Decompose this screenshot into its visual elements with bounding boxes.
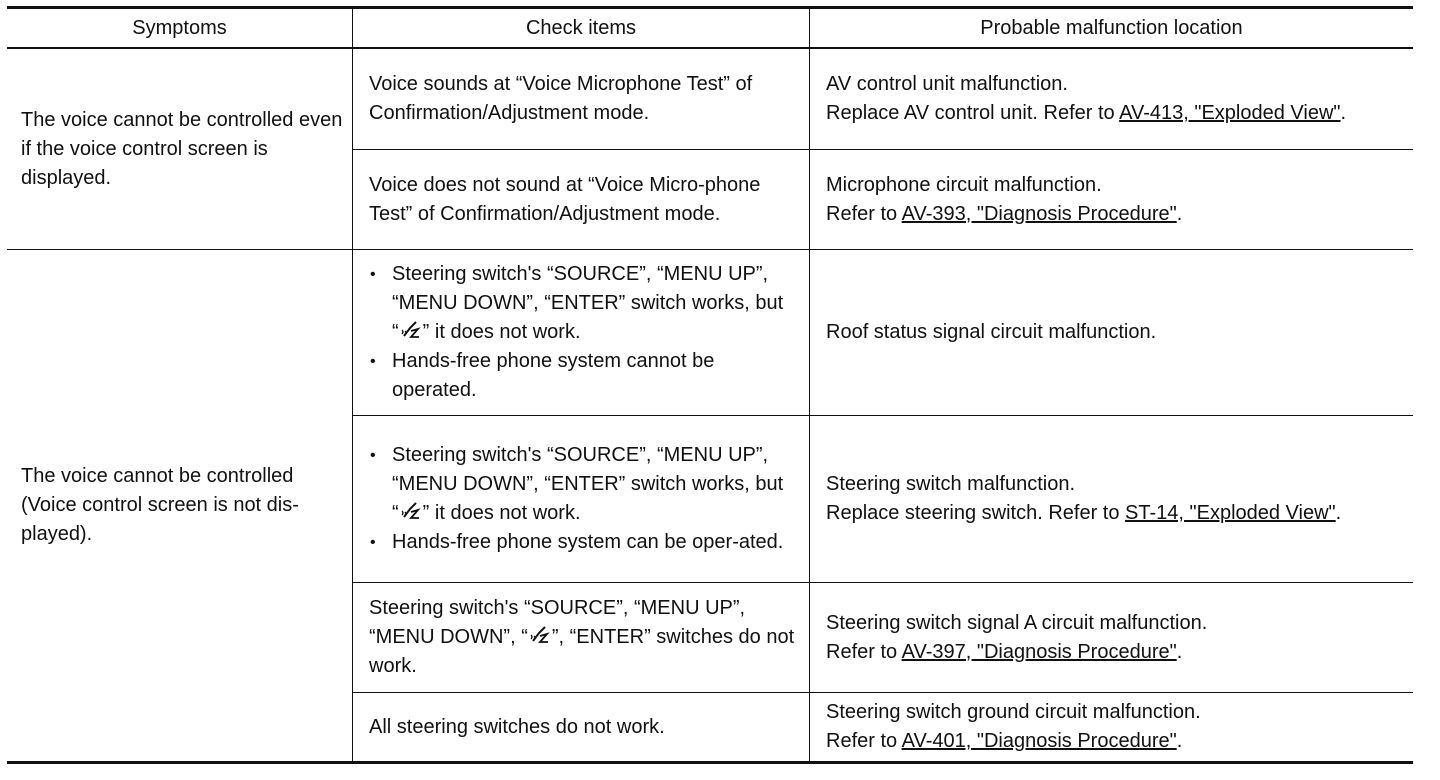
check-item-cell [353, 416, 809, 582]
voice-command-icon [399, 499, 423, 523]
check-item-cell: All steering switches do not work. [369, 715, 665, 738]
diagnosis-table [7, 6, 1413, 764]
symptom-cell: The voice cannot be controlled even if the voice control screen is displayed. [21, 108, 343, 189]
list-item: • Hands-free phone system cannot be operated. [369, 347, 795, 405]
check-item-cell [353, 250, 809, 415]
location-cell: Steering switch malfunction. Replace steering switch. Refer to ST-14, "Exploded View". [826, 473, 1342, 524]
header-malfunction-location: Probable malfunction location [980, 16, 1243, 39]
bullet-list [369, 441, 795, 557]
bullet-list [369, 260, 795, 405]
list-item: • Steering switch's “SOURCE”, “MENU UP”, “MENU DOWN”, “ENTER” switch works, but “ ” it does not work. [369, 260, 795, 347]
header-symptoms: Symptoms [132, 16, 227, 39]
location-cell: Steering switch ground circuit malfunction. Refer to AV-401, "Diagnosis Procedure". [826, 701, 1201, 752]
voice-command-icon [399, 318, 423, 342]
location-cell: Steering switch signal A circuit malfunction. Refer to AV-397, "Diagnosis Procedure". [826, 611, 1208, 663]
voice-command-icon [528, 623, 552, 647]
check-item-cell: Voice does not sound at “Voice Micro-phone Test” of Confirmation/Adjustment mode. [369, 173, 761, 225]
reference-link[interactable]: AV-393, "Diagnosis Procedure" [901, 202, 1177, 225]
symptom-cell: The voice cannot be controlled (Voice control screen is not dis-played). [21, 465, 299, 545]
reference-link[interactable]: ST-14, "Exploded View" [1125, 502, 1336, 524]
list-item: • Steering switch's “SOURCE”, “MENU UP”, “MENU DOWN”, “ENTER” switch works, but “ ” it does not work. [369, 441, 795, 528]
table-bottom-border [7, 761, 1413, 764]
check-item-cell: Voice sounds at “Voice Microphone Test” of Confirmation/Adjustment mode. [369, 73, 753, 124]
list-item: • Hands-free phone system can be oper-ated. [369, 528, 795, 557]
check-item-cell: Steering switch's “SOURCE”, “MENU UP”, “MENU DOWN”, “ ”, “ENTER” switches do not work. [369, 597, 795, 677]
location-cell: Roof status signal circuit malfunction. [826, 321, 1157, 343]
location-cell: AV control unit malfunction. Replace AV control unit. Refer to AV-413, "Exploded View". [826, 73, 1347, 124]
reference-link[interactable]: AV-397, "Diagnosis Procedure" [901, 640, 1177, 663]
reference-link[interactable]: AV-401, "Diagnosis Procedure" [901, 730, 1177, 752]
location-cell: Microphone circuit malfunction. Refer to AV-393, "Diagnosis Procedure". [826, 173, 1183, 225]
header-check-items: Check items [525, 16, 637, 39]
reference-link[interactable]: AV-413, "Exploded View" [1119, 102, 1341, 124]
